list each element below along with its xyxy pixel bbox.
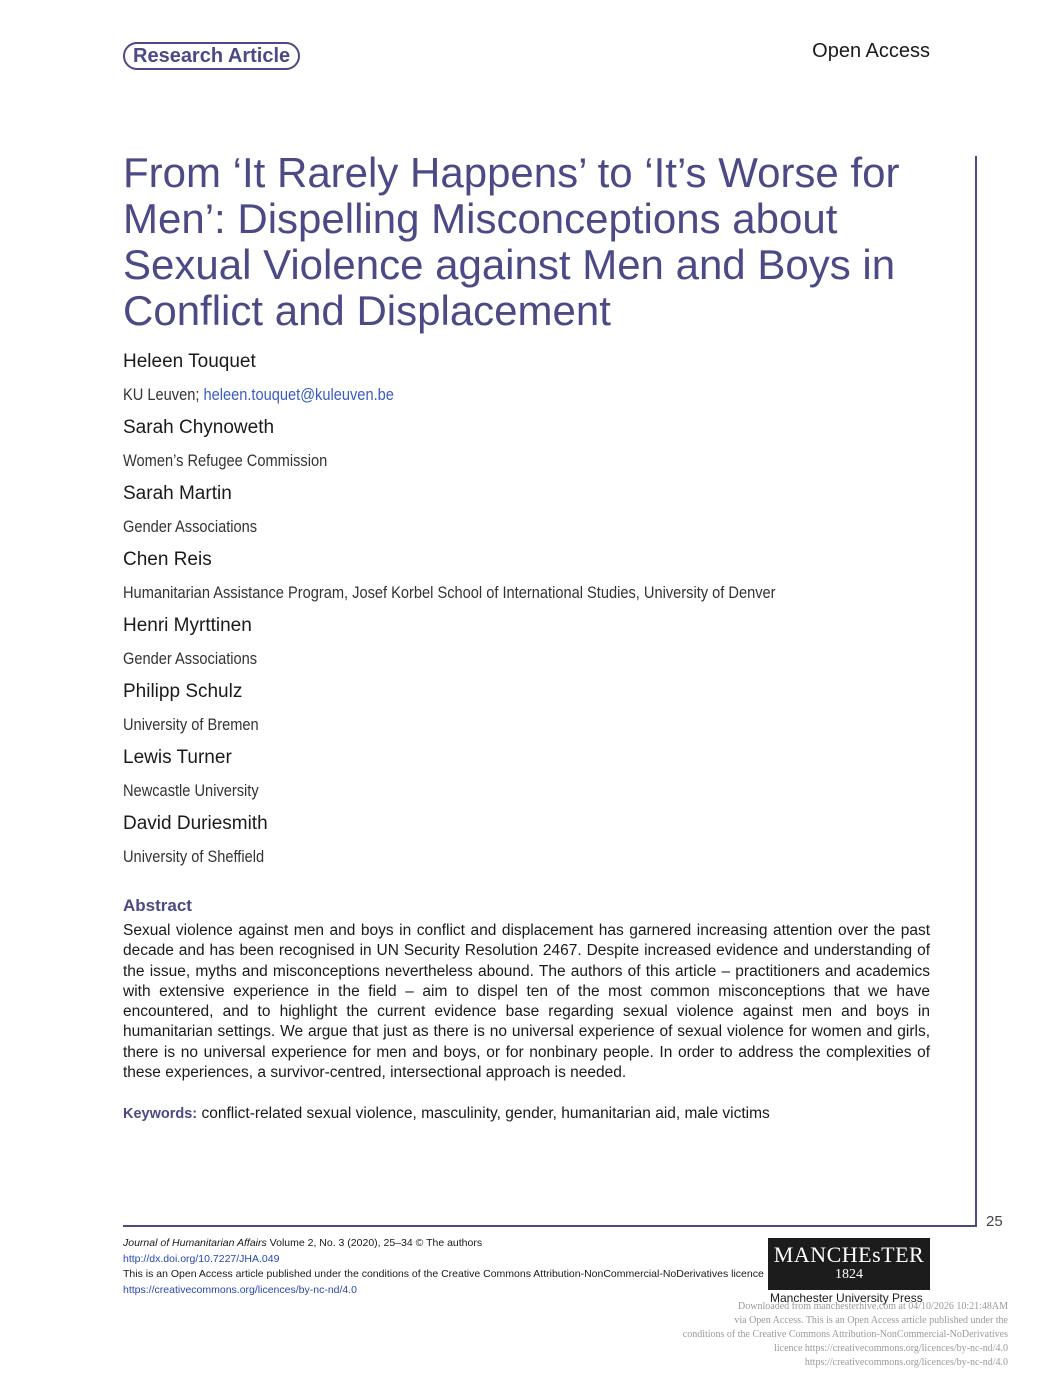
licence-text: This is an Open Access article published under the conditions of the Creative Commons Attribution-NonCommercial-NoDerivatives licence [123,1268,764,1280]
author-affiliation: Newcastle University [123,781,259,800]
keywords [123,1105,770,1123]
keywords-label: Keywords: [123,1106,198,1122]
watermark-line: Downloaded from manchesterhive.com at 04/10/2026 10:21:48AM [738,1301,1008,1312]
watermark-line: via Open Access. This is an Open Access article published under the [734,1315,1008,1326]
horizontal-rule [123,1225,977,1227]
author-name: Sarah Martin [123,483,232,504]
logo-year: 1824 [835,1267,863,1282]
author-affiliation: University of Bremen [123,715,259,734]
manchester-logo [768,1238,930,1290]
doi-link[interactable]: http://dx.doi.org/10.7227/JHA.049 [123,1252,280,1265]
open-access-label: Open Access [812,40,930,62]
footer-citation [123,1236,764,1298]
author-affiliation: Gender Associations [123,649,258,668]
abstract-text: Sexual violence against men and boys in conflict and displacement has garnered increasing attention over the past decade and has been recognised in UN Security Resolution 2467. Despite increased evidence and understanding of the issue, myths and misconceptions nevertheless abound. The authors of this article – practitioners and academics with extensive experience in the field – aim to dispel ten of the most common misconceptions that we have encountered, and to highlight the current evidence base regarding sexual violence against men and boys in humanitarian settings. We argue that just as there is no universal experience of sexual violence for women and girls, there is no universal experience for men and boys, or for nonbinary people. In order to address the complexities of these experiences, a survivor-centred, intersectional approach is needed. [123,922,930,1082]
author-name: Heleen Touquet [123,351,256,372]
research-article-badge: Research Article [123,42,300,70]
watermark-line: conditions of the Creative Commons Attribution-NonCommercial-NoDerivatives [682,1329,1008,1340]
author-email-link[interactable]: heleen.touquet@kuleuven.be [203,385,394,404]
author-name: Sarah Chynoweth [123,417,275,438]
abstract-heading: Abstract [123,896,192,915]
author-name: Chen Reis [123,549,212,570]
author-name: David Duriesmith [123,813,268,834]
author-affiliation: University of Sheffield [123,847,265,866]
affiliation-text: KU Leuven; [123,385,204,404]
journal-citation [123,1236,764,1252]
journal-volume: Volume 2, No. 3 (2020), 25–34 © The authors [266,1237,483,1249]
publisher-name: Manchester University Press [770,1291,923,1305]
watermark-line: licence https://creativecommons.org/licences/by-nc-nd/4.0 [774,1343,1008,1354]
vertical-rule [975,156,977,1227]
journal-name: Journal of Humanitarian Affairs [123,1237,267,1249]
keywords-text: conflict-related sexual violence, masculinity, gender, humanitarian aid, male victims [201,1105,770,1122]
author-list [123,348,963,876]
watermark-line: https://creativecommons.org/licences/by-nc-nd/4.0 [804,1357,1008,1368]
author-name: Philipp Schulz [123,681,243,702]
logo-wordmark: MANCHEsTER [773,1242,925,1267]
author-affiliation: Gender Associations [123,517,258,536]
author-affiliation [123,376,845,414]
licence-link[interactable]: https://creativecommons.org/licences/by-nc-nd/4.0 [123,1283,358,1296]
author-name: Lewis Turner [123,747,232,768]
page-number: 25 [986,1213,1003,1230]
author-affiliation: Women’s Refugee Commission [123,451,328,470]
author-name: Henri Myrttinen [123,615,252,636]
article-title: From ‘It Rarely Happens’ to ‘It’s Worse for Men’: Dispelling Misconceptions about Sexual Violence against Men and Boys in Conflict and Displacement [123,149,900,334]
author-affiliation: Humanitarian Assistance Program, Josef Korbel School of International Studies, University of Denver [123,583,776,602]
download-watermark [683,1300,1008,1370]
